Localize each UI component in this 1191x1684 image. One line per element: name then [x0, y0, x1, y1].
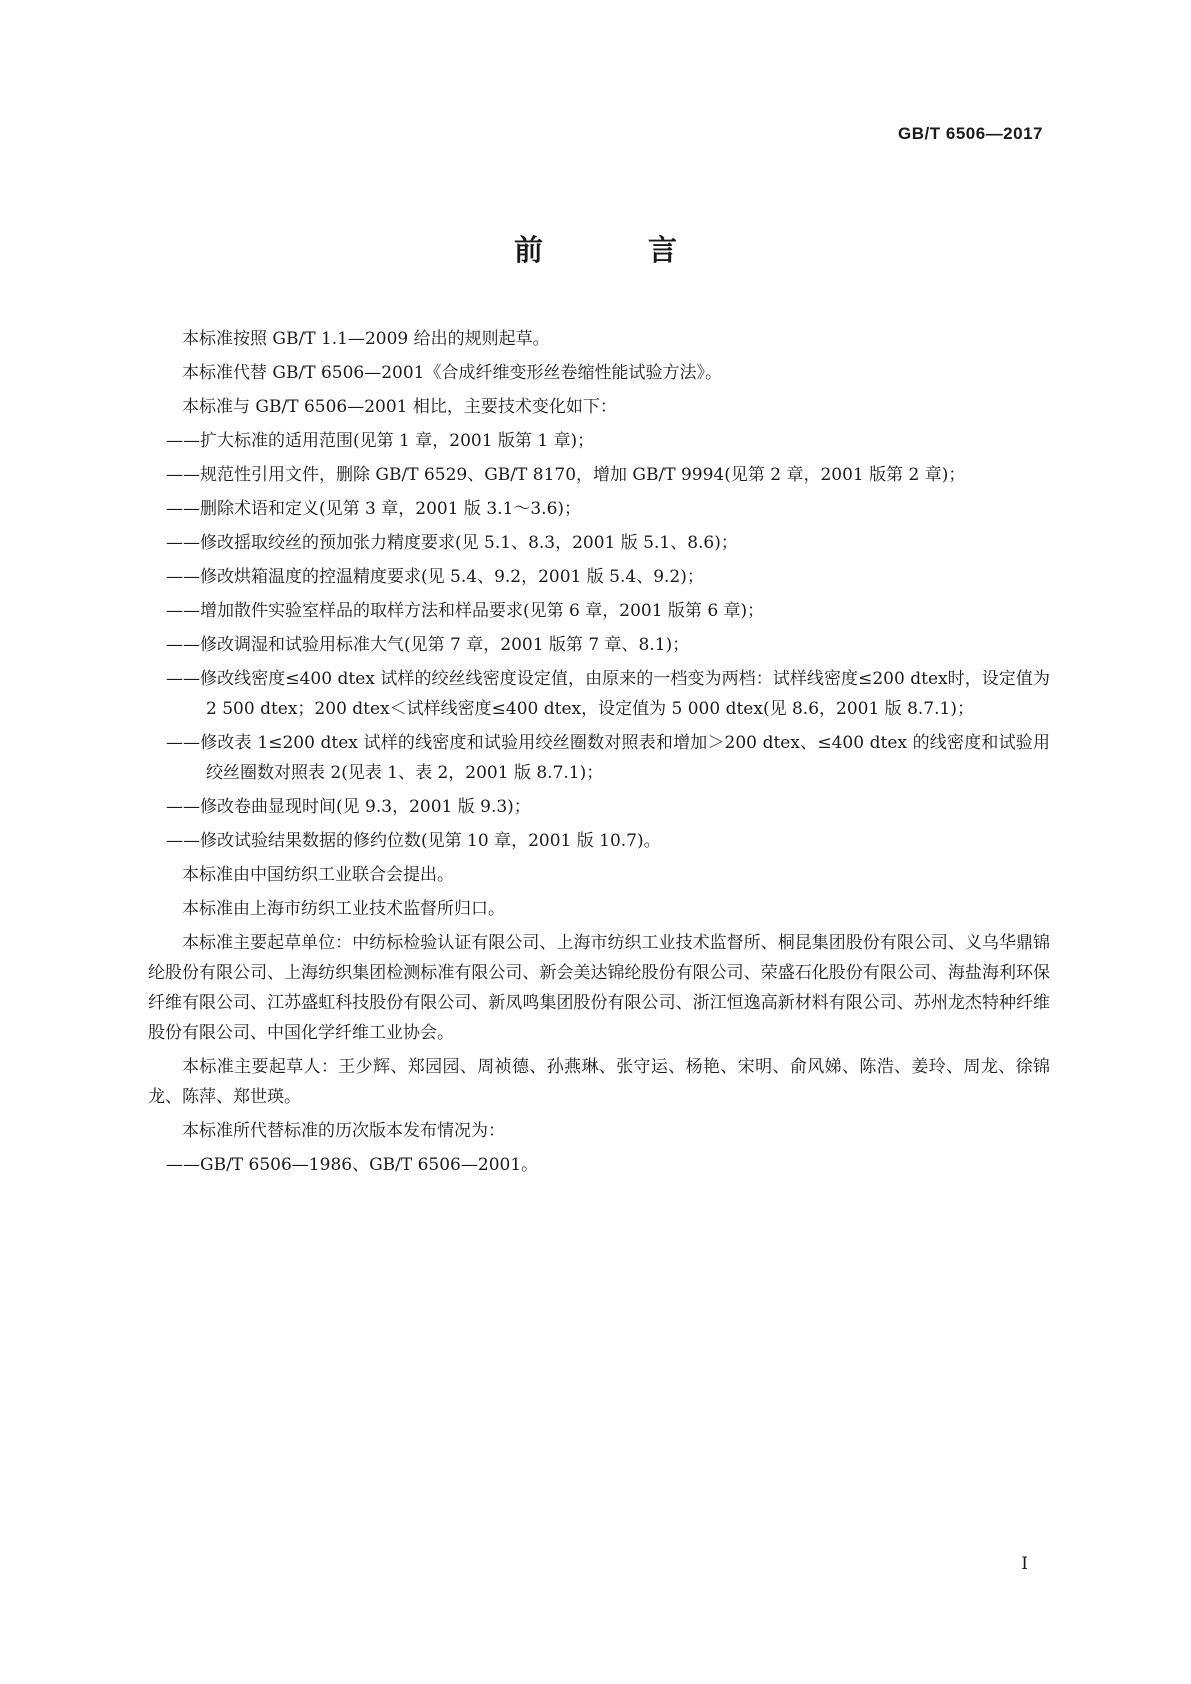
paragraph-drafting-units: 本标准主要起草单位：中纺标检验认证有限公司、上海市纺织工业技术监督所、桐昆集团股份有限公司、义乌华鼎锦纶股份有限公司、上海纺织集团检测标准有限公司、新会美达锦纶股份有限公司、荣盛石化股份有限公司、海盐海利环保纤维有限公司、江苏盛虹科技股份有限公司、新凤鸣集团股份有限公司、浙江恒逸高新材料有限公司、苏州龙杰特种纤维股份有限公司、中国化学纤维工业协会。	[148, 933, 1050, 1043]
paragraph-proposed-by: 本标准由中国纺织工业联合会提出。	[182, 865, 454, 885]
change-item: ——修改线密度≤400 dtex 试样的绞丝线密度设定值，由原来的一档变为两档：试样线密度≤200 dtex时，设定值为 2 500 dtex；200 dtex＜试样线密度≤400 dtex，设定值为 5 000 dtex(见 8.6，2001 版 8.7.1)；	[166, 669, 1050, 719]
change-item: ——修改试验结果数据的修约位数(见第 10 章，2001 版 10.7)。	[166, 831, 661, 851]
change-item: ——修改烘箱温度的控温精度要求(见 5.4、9.2，2001 版 5.4、9.2)；	[166, 567, 704, 587]
change-item: ——修改表 1≤200 dtex 试样的线密度和试验用绞丝圈数对照表和增加＞200 dtex、≤400 dtex 的线密度和试验用绞丝圈数对照表 2(见表 1、表 2，2001 版 8.7.1)；	[166, 733, 1050, 783]
change-item: ——删除术语和定义(见第 3 章，2001 版 3.1～3.6)；	[166, 499, 582, 519]
change-item: ——修改摇取绞丝的预加张力精度要求(见 5.1、8.3，2001 版 5.1、8.6)；	[166, 533, 738, 553]
paragraph-administered-by: 本标准由上海市纺织工业技术监督所归口。	[182, 899, 505, 919]
foreword-body	[148, 324, 1050, 1184]
change-item: ——扩大标准的适用范围(见第 1 章，2001 版第 1 章)；	[166, 431, 595, 451]
change-item: ——增加散件实验室样品的取样方法和样品要求(见第 6 章，2001 版第 6 章)；	[166, 601, 765, 621]
history-item: ——GB/T 6506—1986、GB/T 6506—2001。	[166, 1155, 539, 1175]
change-item: ——规范性引用文件，删除 GB/T 6529、GB/T 8170，增加 GB/T 9994(见第 2 章，2001 版第 2 章)；	[166, 465, 966, 485]
page-number: I	[1021, 1554, 1028, 1574]
paragraph-history-intro: 本标准所代替标准的历次版本发布情况为：	[182, 1121, 505, 1141]
paragraph-changes-intro: 本标准与 GB/T 6506—2001 相比，主要技术变化如下：	[182, 397, 617, 417]
change-item: ——修改卷曲显现时间(见 9.3，2001 版 9.3)；	[166, 797, 531, 817]
paragraph-drafting-rules: 本标准按照 GB/T 1.1—2009 给出的规则起草。	[182, 329, 550, 349]
paragraph-replaces: 本标准代替 GB/T 6506—2001《合成纤维变形丝卷缩性能试验方法》。	[182, 363, 722, 383]
page-title: 前 言	[513, 233, 715, 267]
paragraph-drafters: 本标准主要起草人：王少辉、郑园园、周祯德、孙燕琳、张守运、杨艳、宋明、俞风娣、陈浩、姜玲、周龙、徐锦龙、陈萍、郑世瑛。	[148, 1057, 1050, 1107]
standard-code: GB/T 6506—2017	[898, 124, 1043, 143]
change-item: ——修改调湿和试验用标准大气(见第 7 章，2001 版第 7 章、8.1)；	[166, 635, 690, 655]
